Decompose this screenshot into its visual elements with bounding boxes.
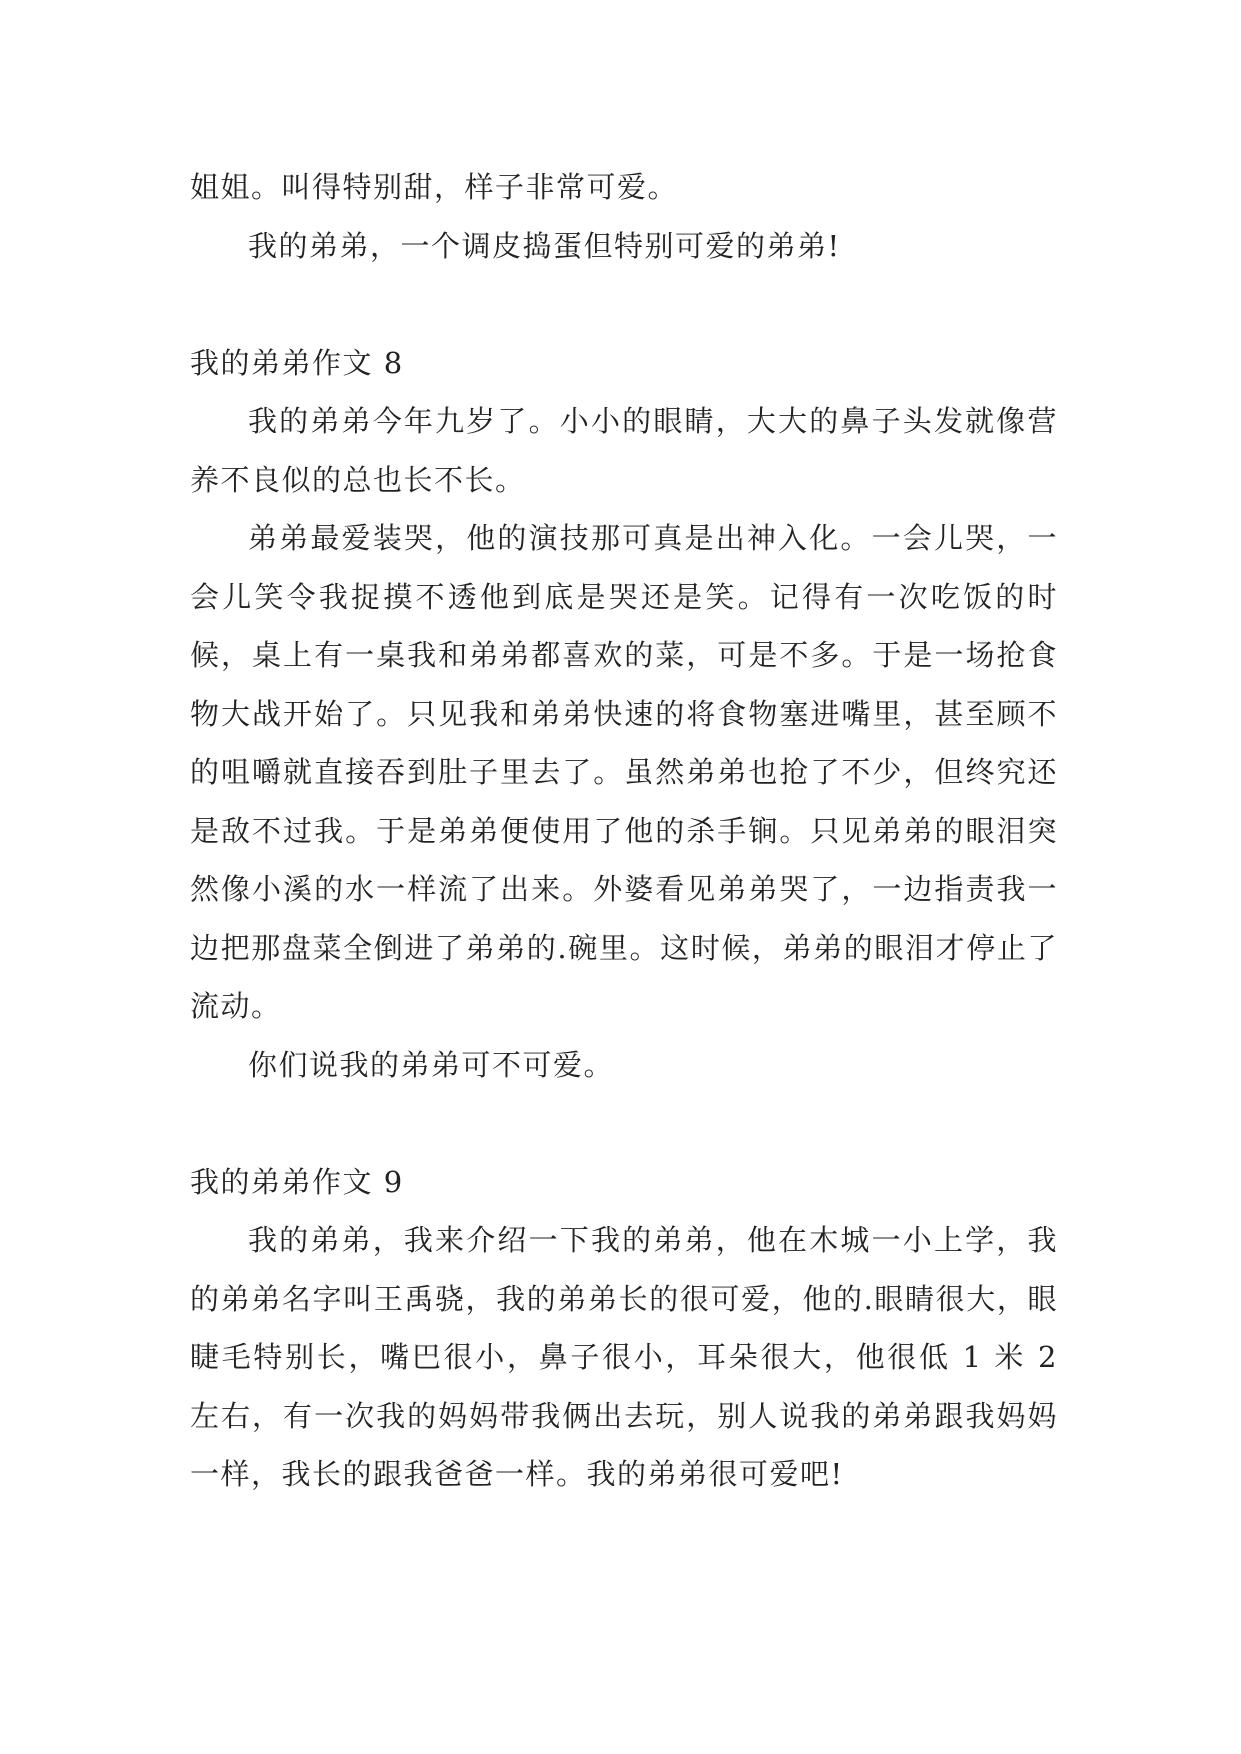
paragraph: 我的弟弟，一个调皮捣蛋但特别可爱的弟弟! — [248, 228, 841, 263]
paragraph: 我的弟弟，我来介绍一下我的弟弟，他在木城一小上学，我的弟弟名字叫王禹骁，我的弟弟长的很可爱，他的.眼睛很大，眼睫毛特别长，嘴巴很小，鼻子很小，耳朵很大，他很低 1 米 2 左右，有一次我的妈妈带我俩出去玩，别人说我的弟弟跟我妈妈一样，我长的跟我爸爸一样。我的弟弟很可爱吧! — [190, 1223, 1058, 1491]
document-body — [190, 158, 1058, 1504]
paragraph-continuation: 姐姐。叫得特别甜，样子非常可爱。 — [190, 170, 679, 204]
section-heading: 我的弟弟作文 9 — [190, 1164, 404, 1199]
section-heading: 我的弟弟作文 8 — [190, 345, 404, 380]
paragraph: 我的弟弟今年九岁了。小小的眼睛，大大的鼻子头发就像营养不良似的总也长不长。 — [190, 404, 1058, 497]
essay-section-8 — [190, 334, 1058, 1095]
section-spacer — [190, 1094, 1058, 1153]
essay-section-9 — [190, 1153, 1058, 1504]
paragraph: 弟弟最爱装哭，他的演技那可真是出神入化。一会儿哭，一会儿笑令我捉摸不透他到底是哭还是笑。记得有一次吃饭的时候，桌上有一桌我和弟弟都喜欢的菜，可是不多。于是一场抢食物大战开始了。只见我和弟弟快速的将食物塞进嘴里，甚至顾不的咀嚼就直接吞到肚子里去了。虽然弟弟也抢了不少，但终究还是敌不过我。于是弟弟便使用了他的杀手锏。只见弟弟的眼泪突然像小溪的水一样流了出来。外婆看见弟弟哭了，一边指责我一边把那盘菜全倒进了弟弟的.碗里。这时候，弟弟的眼泪才停止了流动。 — [190, 521, 1058, 1023]
paragraph: 你们说我的弟弟可不可爱。 — [248, 1047, 615, 1082]
section-spacer — [190, 275, 1058, 334]
